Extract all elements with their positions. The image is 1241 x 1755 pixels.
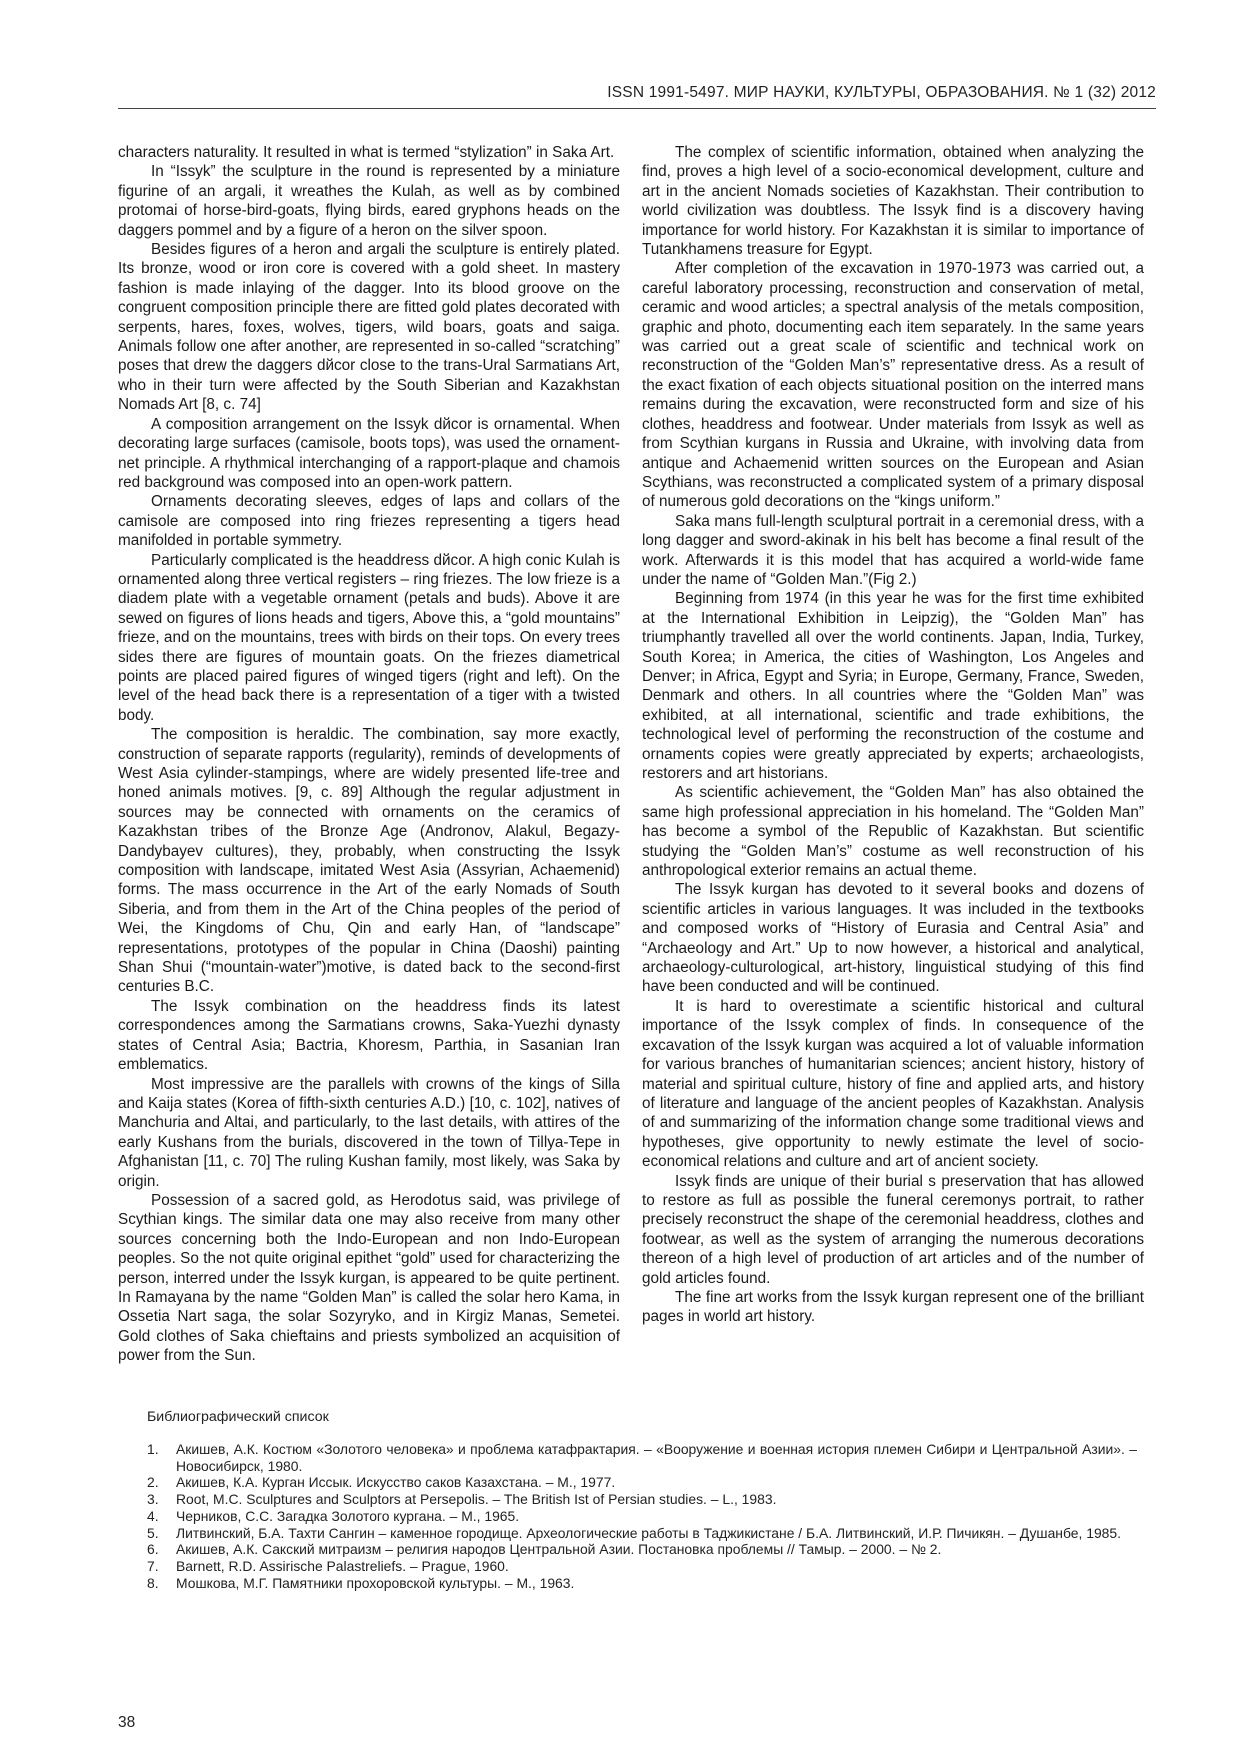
running-header: ISSN 1991-5497. МИР НАУКИ, КУЛЬТУРЫ, ОБРАЗОВАНИЯ. № 1 (32) 2012 xyxy=(607,84,1156,101)
paragraph: characters naturality. It resulted in what is termed “stylization” in Saka Art. xyxy=(118,144,615,161)
bibliography-item xyxy=(147,1491,1137,1508)
paragraph: The Issyk kurgan has devoted to it several books and dozens of scientific articles in various languages. It was included in the textbooks and composed works of “History of Eurasia and Central Asia” and “Archaeology and Art.” Up to now however, a historical and analytical, archaeology-culturological, art-history, linguistical studying of this find have been conducted and will be continued. xyxy=(642,881,1144,996)
bibliography-item xyxy=(147,1575,1137,1592)
paragraph: Most impressive are the parallels with crowns of the kings of Silla and Kaija states (Korea of fifth-sixth centuries A.D.) [10, c. 102], natives of Manchuria and Altai, and particularly, to the last details, with attires of the early Kushans from the burials, discovered in the town of Tillya-Tepe in Afghanistan [11, c. 70] The ruling Kushan family, most likely, was Saka by origin. xyxy=(118,1075,620,1190)
bibliography-text: Мошкова, М.Г. Памятники прохоровской культуры. – М., 1963. xyxy=(176,1574,575,1591)
paragraph: The fine art works from the Issyk kurgan represent one of the brilliant pages in world art history. xyxy=(642,1288,1144,1326)
bibliography-list xyxy=(147,1441,1137,1591)
paragraph: Particularly complicated is the headdress dйcor. A high conic Kulah is ornamented along three vertical registers – ring friezes. The low frieze is a diadem plate with a vegetable ornament (petals and buds). Above it are sewed on figures of lions heads and tigers, Above this, a “gold mountains” frieze, and on the mountains, trees with birds on their tops. On every trees sides there are figures of mountain goats. On the friezes diametrical points are placed paired figures of winged tigers (right and left). On the level of the head back there is a representation of a tiger with a twisted body. xyxy=(118,551,620,724)
paragraph: As scientific achievement, the “Golden Man” has also obtained the same high professional appreciation in his homeland. The “Golden Man” has become a symbol of the Republic of Kazakhstan. But scientific studying the “Golden Man’s” costume as well reconstruction of his anthropological exterior remains an actual theme. xyxy=(642,784,1144,880)
bibliography-item xyxy=(147,1441,1137,1474)
bibliography-text: Акишев, А.К. Костюм «Золотого человека» и проблема катафрактария. – «Вооружение и военная история племен Сибири и Центральной Азии». – Новосибирск, 1980. xyxy=(176,1441,1137,1474)
bibliography-number: 7. xyxy=(147,1557,159,1574)
header-rule xyxy=(118,108,1156,109)
bibliography-text: Barnett, R.D. Assirische Palastreliefs. – Prague, 1960. xyxy=(176,1557,509,1574)
bibliography-text: Акишев, А.К. Сакский митраизм – религия народов Центральной Азии. Постановка проблемы // Тамыр. – 2000. – № 2. xyxy=(176,1541,942,1558)
paragraph: The Issyk combination on the headdress finds its latest correspondences among the Sarmatians crowns, Saka-Yuezhi dynasty states of Central Asia; Bactria, Khoresm, Parthia, in Sasanian Iran emblematics. xyxy=(118,997,620,1074)
page-number: 38 xyxy=(118,1714,136,1731)
paragraph: Ornaments decorating sleeves, edges of laps and collars of the camisole are composed into ring friezes representing a tigers head manifolded in portable symmetry. xyxy=(118,493,620,550)
paragraph: Saka mans full-length sculptural portrait in a ceremonial dress, with a long dagger and sword-akinak in his belt has become a final result of the work. Afterwards it is this model that has acquired a world-wide fame under the name of “Golden Man.”(Fig 2.) xyxy=(642,512,1144,588)
paragraph: Beginning from 1974 (in this year he was for the first time exhibited at the International Exhibition in Leipzig), the “Golden Man” has triumphantly travelled all over the world continents. Japan, India, Turkey, South Korea; in America, the cities of Washington, Los Angeles and Denver; in Africa, Egypt and Syria; in Europe, Germany, France, Sweden, Denmark and others. In all countries where the “Golden Man” was exhibited, at all international, scientific and trade exhibitions, the technological level of performing the reconstruction of the costume and ornaments copies were greatly appreciated by experts; archaeologists, restorers and art historians. xyxy=(642,590,1144,782)
bibliography-number: 3. xyxy=(147,1491,159,1508)
bibliography-text: Root, M.C. Sculptures and Sculptors at Persepolis. – The British Ist of Persian studies. – L., 1983. xyxy=(176,1491,777,1508)
bibliography-number: 5. xyxy=(147,1524,159,1541)
bibliography-number: 4. xyxy=(147,1507,159,1524)
bibliography-item xyxy=(147,1474,1137,1491)
paragraph: Possession of a sacred gold, as Herodotus said, was privilege of Scythian kings. The similar data one may also receive from many other sources concerning both the Indo-European and non Indo-European peoples. So the not quite original epithet “gold” used for characterizing the person, interred under the Issyk kurgan, is appeared to be quite pertinent. In Ramayana by the name “Golden Man” is called the solar hero Kama, in Ossetia Nart saga, the solar Sozyryko, and in Kirgiz Manas, Semetei. Gold clothes of Saka chieftains and priests symbolized an acquisition of power from the Sun. xyxy=(118,1191,620,1365)
bibliography-item xyxy=(147,1525,1137,1542)
bibliography-text: Литвинский, Б.А. Тахти Сангин – каменное городище. Археологические работы в Таджикистане / Б.А. Литвинский, И.Р. Пичикян. – Душанбе, 1985. xyxy=(176,1524,1121,1541)
paragraph: Besides figures of a heron and argali the sculpture is entirely plated. Its bronze, wood or iron core is covered with a gold sheet. In mastery fashion is made inlaying of the dagger. Into its blood groove on the congruent composition principle there are fitted gold plates decorated with serpents, hares, foxes, wolves, tigers, wild boars, goats and saiga. Animals follow one after another, are represented in so-called “scratching” poses that drew the daggers dйcor close to the trans-Ural Sarmatians Art, who in their turn were affected by the South Siberian and Kazakhstan Nomads Art [8, c. 74] xyxy=(118,241,620,414)
bibliography-number: 6. xyxy=(147,1541,159,1558)
right-column xyxy=(642,143,1144,1327)
bibliography-item xyxy=(147,1508,1137,1525)
paragraph: A composition arrangement on the Issyk dйcor is ornamental. When decorating large surfaces (camisole, boots tops), was used the ornament-net principle. A rhythmical interchanging of a rapport-plaque and chamois red background was composed into an open-work pattern. xyxy=(118,415,620,491)
paragraph: After completion of the excavation in 1970-1973 was carried out, a careful laboratory processing, reconstruction and conservation of metal, ceramic and wood articles; a spectral analysis of the metals composition, graphic and photo, documenting each item separately. In the same years was carried out a great scale of scientific and technical work on reconstruction of the “Golden Man’s” representative dress. As a result of the exact fixation of each objects situational position on the interred mans remains during the excavation, were reconstructed form and size of his clothes, headdress and footwear. Under materials from Issyk as well as from Scythian kurgans in Russia and Ukraine, with involving data from antique and Achaemenid written sources on the European and Asian Scythians, was reconstructed a complicated system of a primary disposal of numerous gold decorations on the “kings uniform.” xyxy=(642,260,1144,511)
left-column xyxy=(118,143,620,1366)
bibliography-number: 2. xyxy=(147,1474,159,1491)
bibliography-item xyxy=(147,1541,1137,1558)
bibliography-number: 1. xyxy=(147,1441,159,1457)
bibliography-title: Библиографический список xyxy=(147,1409,329,1425)
bibliography-text: Акишев, К.А. Курган Иссык. Искусство саков Казахстана. – М., 1977. xyxy=(176,1474,616,1491)
bibliography-number: 8. xyxy=(147,1574,159,1591)
paragraph: In “Issyk” the sculpture in the round is represented by a miniature figurine of an argali, it wreathes the Kulah, as well as by combined protomai of horse-bird-goats, flying birds, eared gryphons heads on the daggers pommel and by a figure of a heron on the silver spoon. xyxy=(118,163,620,239)
paragraph: The complex of scientific information, obtained when analyzing the find, proves a high level of a socio-economical development, culture and art in the ancient Nomads societies of Kazakhstan. Their contribution to world civilization was doubtless. The Issyk find is a discovery having importance for world history. For Kazakhstan it is similar to importance of Tutankhamens treasure for Egypt. xyxy=(642,144,1144,259)
paragraph: The composition is heraldic. The combination, say more exactly, construction of separate rapports (regularity), reminds of developments of West Asia cylinder-stampings, where are widely presented life-tree and honed animals motives. [9, c. 89] Although the regular adjustment in sources may be connected with ornaments on the ceramics of Kazakhstan tribes of the Bronze Age (Andronov, Alakul, Begazy-Dandybayev cultures), they, probably, when constructing the Issyk composition with landscape, imitated West Asia (Assyrian, Achaemenid) forms. The mass occurrence in the Art of the early Nomads of South Siberia, and from them in the Art of the China peoples of the period of Wei, the Kingdoms of Chu, Qin and early Han, of “landscape” representations, prototypes of the popular in China (Daoshi) painting Shan Shui (“mountain-water”)motive, is dated back to the second-first centuries B.C. xyxy=(118,726,620,996)
bibliography-item xyxy=(147,1558,1137,1575)
paragraph: Issyk finds are unique of their burial s preservation that has allowed to restore as full as possible the funeral ceremonys portrait, to rather precisely reconstruct the shape of the ceremonial headdress, clothes and footwear, as well as the system of arranging the numerous decorations thereon of a high level of production of art articles and of the number of gold articles found. xyxy=(642,1172,1144,1287)
paragraph: It is hard to overestimate a scientific historical and cultural importance of the Issyk complex of finds. In consequence of the excavation of the Issyk kurgan was acquired a lot of valuable information for various branches of humanitarian sciences; ancient history, history of material and spiritual culture, history of fine and applied arts, and history of literature and language of the ancient peoples of Kazakhstan. Analysis of and summarizing of the information change some traditional views and hypotheses, give opportunity to newly estimate the level of socio-economical relations and culture and art of ancient society. xyxy=(642,997,1144,1171)
bibliography-text: Черников, С.С. Загадка Золотого кургана. – М., 1965. xyxy=(176,1507,520,1524)
